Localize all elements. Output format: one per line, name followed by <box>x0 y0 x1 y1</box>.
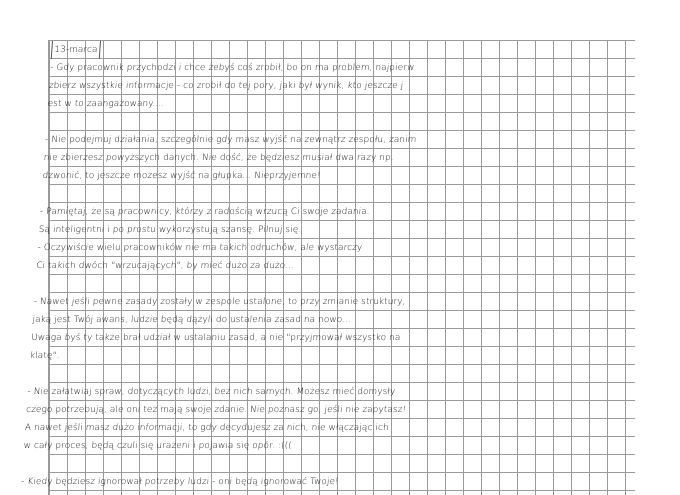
note-line: klatę". <box>29 351 61 361</box>
note-line: - Nie załatwiaj spraw, dotyczących ludzi, bez nich samych. Możesz mieć domysły <box>27 387 396 397</box>
note-line <box>28 365 609 383</box>
note-line <box>41 185 622 203</box>
note-date-line <box>51 41 632 59</box>
note-line: Są inteligentni i po prostu wykorzystują szansę. Pilnuj się. <box>38 225 302 235</box>
note-line: A nawet jeśli masz dużo informacji, to gdy decydujesz za nich, nie włączając ich <box>24 423 390 433</box>
note-line: - Nawet jeśli pewne zasady zostały w zespole ustalone, to przy zmianie struktury, <box>33 297 406 307</box>
note-line: - Nie podejmuj działania, szczególnie gdy masz wyjść na zewnątrz zespołu, zanim <box>44 135 417 145</box>
note-line <box>22 455 603 473</box>
note-line: jaką jest Twój awans, ludzie będą dążyli do ustalenia zasad na nowo... <box>32 315 352 325</box>
note-lines <box>21 59 631 491</box>
note-line: nie zbierzesz powyższych danych. Nie dość, że będziesz musiał dwa razy np. <box>43 153 395 163</box>
note-line <box>34 275 615 293</box>
note-line: w cały proces, będą czuli się urażeni i pojawia się opór. :((( <box>23 441 293 451</box>
note-line: - Gdy pracownik przychodzi i chce żebyś coś zrobił, bo on ma problem, najpierw <box>49 63 415 73</box>
note-line: zbierz wszystkie informacje - co zrobił do tej pory, jaki był wynik, kto jeszcze j <box>48 81 404 91</box>
note-line: - Pamiętaj, że są pracownicy, którzy z radością wrzucą Ci swoje zadania. <box>39 207 371 217</box>
note-date: 13-marca <box>51 41 101 59</box>
note-line: - Oczywiście wielu pracowników nie ma takich odruchów, ale wystarczy <box>37 243 363 253</box>
note-line: - Kiedy będziesz ignorował potrzeby ludzi - oni będą ignorować Twoje! <box>20 477 340 487</box>
note-line: dzwonić, to jeszcze możesz wyjść na głupka... Nieprzyjemne! <box>42 171 321 181</box>
handwritten-notes <box>21 41 632 491</box>
note-line: czego potrzebują, ale oni też mają swoje zdanie. Nie poznasz go, jeśli nie zapytasz! <box>25 405 407 415</box>
note-line: est w to zaangażowany.... <box>47 99 165 109</box>
note-line <box>46 113 627 131</box>
note-line: Uwaga byś ty także brał udział w ustalaniu zasad, a nie "przyjmował wszystko na <box>30 333 401 343</box>
note-line: Ci takich dwóch "wrzucających", by mieć dużo za dużo... <box>35 261 295 271</box>
